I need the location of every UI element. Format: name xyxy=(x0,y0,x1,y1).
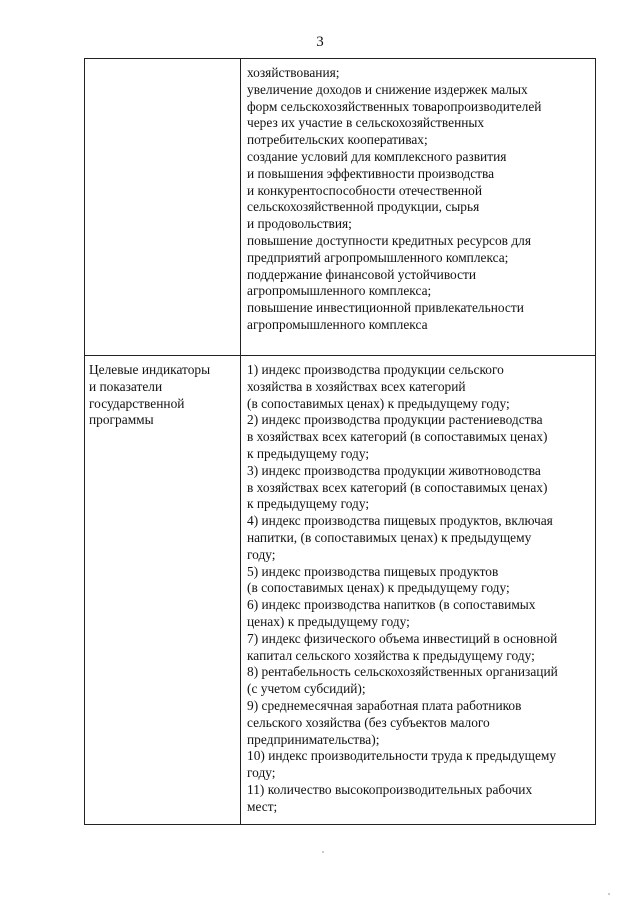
scan-speck xyxy=(322,851,324,853)
indicators-label-line: Целевые индикаторы xyxy=(89,362,211,377)
indicator-line: предпринимательства); xyxy=(247,731,380,747)
indicator-line: 8) рентабельность сельскохозяйственных организаций xyxy=(247,664,558,680)
indicator-line: (в сопоставимых ценах) к предыдущему году; xyxy=(247,580,510,596)
goals-text-line: хозяйствования; xyxy=(247,65,340,80)
indicator-line: в хозяйствах всех категорий (в сопоставимых ценах) xyxy=(247,429,548,445)
goals-text-line: и конкурентоспособности отечественной xyxy=(247,182,482,198)
indicator-line: напитки, (в сопоставимых ценах) к предыдущему xyxy=(247,529,532,545)
indicator-line: капитал сельского хозяйства к предыдущему году; xyxy=(247,647,535,663)
indicators-label-line: государственной xyxy=(89,395,185,411)
goals-text-line: повышение доступности кредитных ресурсов для xyxy=(247,232,531,248)
program-passport-table xyxy=(84,58,596,825)
indicator-line: 11) количество высокопроизводительных рабочих xyxy=(247,781,533,797)
indicator-line: 3) индекс производства продукции животноводства xyxy=(247,462,541,478)
indicators-list xyxy=(245,362,591,816)
goals-text-block xyxy=(245,65,591,334)
page-number: 3 xyxy=(316,34,324,50)
indicator-line: 9) среднемесячная заработная плата работников xyxy=(247,697,522,713)
indicator-line: сельского хозяйства (без субъектов малого xyxy=(247,714,490,730)
indicator-line: к предыдущему году; xyxy=(247,496,370,512)
indicators-label-line: программы xyxy=(89,412,154,428)
table-row-indicators xyxy=(85,356,596,825)
goals-text-line: увеличение доходов и снижение издержек малых xyxy=(247,81,528,97)
indicators-content-cell xyxy=(241,356,596,825)
goals-text-line: и повышения эффективности производства xyxy=(247,165,495,181)
indicator-line: 1) индекс производства продукции сельского xyxy=(247,362,504,377)
goals-text-line: предприятий агропромышленного комплекса; xyxy=(247,249,509,265)
goals-text-line: создание условий для комплексного развития xyxy=(247,148,507,164)
indicator-line: 10) индекс производительности труда к предыдущему xyxy=(247,748,557,764)
indicator-line: (в сопоставимых ценах) к предыдущему году; xyxy=(247,395,510,411)
indicators-label xyxy=(89,362,236,429)
indicators-label-cell xyxy=(85,356,241,825)
indicator-line: году; xyxy=(247,765,276,781)
indicator-line: хозяйства в хозяйствах всех категорий xyxy=(247,378,466,394)
goals-text-line: потребительских кооперативах; xyxy=(247,132,428,148)
indicator-line: мест; xyxy=(247,798,278,814)
indicator-line: 6) индекс производства напитков (в сопоставимых xyxy=(247,597,536,613)
goals-label-cell xyxy=(85,59,241,356)
indicator-line: 7) индекс физического объема инвестиций в основной xyxy=(247,630,558,646)
goals-content-cell xyxy=(241,59,596,356)
indicator-line: году; xyxy=(247,546,276,562)
goals-text-line: повышение инвестиционной привлекательности xyxy=(247,300,524,316)
goals-text-line: сельскохозяйственной продукции, сырья xyxy=(247,199,480,215)
indicator-line: 5) индекс производства пищевых продуктов xyxy=(247,563,499,579)
goals-text-line: форм сельскохозяйственных товаропроизводителей xyxy=(247,98,542,114)
indicator-line: (с учетом субсидий); xyxy=(247,681,366,697)
scan-speck xyxy=(608,893,610,895)
goals-text-line: поддержание финансовой устойчивости xyxy=(247,266,477,282)
indicator-line: ценах) к предыдущему году; xyxy=(247,613,410,629)
goals-text-line: и продовольствия; xyxy=(247,216,352,232)
table-row-goals xyxy=(85,59,596,356)
indicator-line: 4) индекс производства пищевых продуктов, включая xyxy=(247,513,553,529)
goals-text-line: агропромышленного комплекса; xyxy=(247,283,432,299)
indicator-line: к предыдущему году; xyxy=(247,445,370,461)
indicator-line: в хозяйствах всех категорий (в сопоставимых ценах) xyxy=(247,479,548,495)
indicator-line: 2) индекс производства продукции растениеводства xyxy=(247,412,543,428)
goals-text-line: через их участие в сельскохозяйственных xyxy=(247,115,485,131)
goals-text-line: агропромышленного комплекса xyxy=(247,316,428,332)
indicators-label-line: и показатели xyxy=(89,378,163,394)
